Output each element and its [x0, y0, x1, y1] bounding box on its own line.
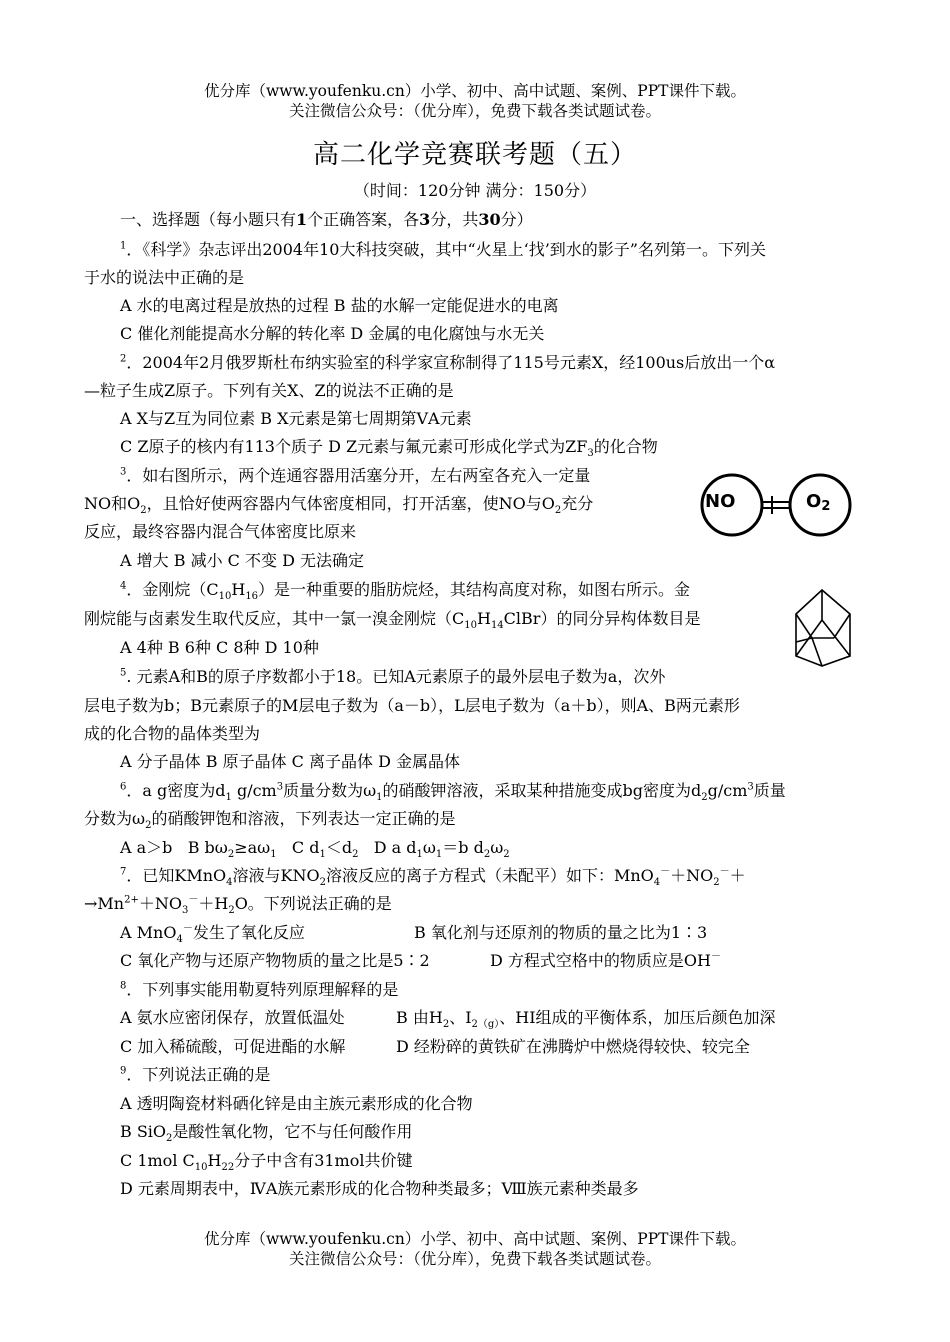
q8-option-d: D 经粉碎的黄铁矿在沸腾炉中燃烧得较快、较完全 — [396, 1037, 750, 1056]
q1-options-ab: A 水的电离过程是放热的过程 B 盐的水解一定能促进水的电离 — [120, 296, 559, 315]
q3-stem-line-2: NO和$O_2$，且恰好使两容器内气体密度相同，打开活塞，使NO与$O_2$充分 — [84, 494, 594, 517]
q6-options: A a＞b B $b\omega_2\ge a\omega_1$ C $d_1<d_2$ D a $d_1\omega_1=b$ $d_2\omega_2$ — [120, 838, 510, 861]
q7-option-a: A MnO$_4$－发生了氧化反应 — [120, 923, 305, 946]
q8-stem: $^8$．下列事实能用勒夏特列原理解释的是 — [120, 980, 399, 999]
q2-stem-line-2: —粒子生成Z原子。下列有关X、Z的说法不正确的是 — [84, 381, 454, 400]
q9-option-c: C 1mol $C_{10}H_{22}$分子中含有31mol共价键 — [120, 1151, 413, 1174]
q9-option-b: B SiO$_2$是酸性氧化物，它不与任何酸作用 — [120, 1122, 413, 1145]
q7-stem-line-1: $^7$．已知KMnO$_4$溶液与$KNO_2$溶液反应的离子方程式（未配平）如下：$MnO_4^-+NO_2^-+$ — [120, 866, 746, 889]
section-heading: 一、选择题（每小题只有1个正确答案，各3分，共30分） — [120, 210, 533, 229]
q3-stem-line-1: $^3$．如右图所示，两个连通容器用活塞分开，左右两室各充入一定量 — [120, 466, 591, 485]
q8-option-c: C 加入稀硫酸，可促进酯的水解 — [120, 1037, 346, 1056]
q7-option-b: B 氧化剂与还原剂的物质的量之比为1∶3 — [414, 923, 708, 942]
footer-line-2: 关注微信公众号：（优分库），免费下载各类试题试卷。 — [288, 1250, 661, 1268]
q5-stem-line-3: 成的化合物的晶体类型为 — [84, 724, 261, 743]
q1-stem-line-2: 于水的说法中正确的是 — [84, 268, 245, 287]
q6-stem-line-2: 分数为$\omega_2$的硝酸钾饱和溶液，下列表达一定正确的是 — [84, 809, 456, 832]
q1-stem-line-1: $^1$．《科学》杂志评出2004年10大科技突破，其中“火星上‘找’到水的影子”名列第一。下列关 — [120, 240, 766, 259]
adamantane-figure — [790, 586, 860, 668]
q2-options-cd: C Z原子的核内有113个质子 D Z元素与氟元素可形成化学式为$ZF_3$的化合物 — [120, 437, 658, 460]
q3-fig-label-no: NO — [705, 491, 736, 512]
q8-option-b: B 由$H_2$、$I_{2(g)}$、HI组成的平衡体系，加压后颜色加深 — [396, 1008, 776, 1031]
footer-line-1: 优分库（www.youfenku.cn）小学、初中、高中试题、案例、PPT课件下载。 — [203, 1230, 747, 1248]
q3-options: A 增大 B 减小 C 不变 D 无法确定 — [120, 551, 364, 570]
q4-options: A 4种 B 6种 C 8种 D 10种 — [120, 638, 319, 657]
q2-options-ab: A X与Z互为同位素 B X元素是第七周期第ⅤA元素 — [120, 409, 472, 428]
header-line-1: 优分库（www.youfenku.cn）小学、初中、高中试题、案例、PPT课件下载。 — [203, 82, 747, 100]
q9-stem: $^9$．下列说法正确的是 — [120, 1065, 271, 1084]
q9-option-d: D 元素周期表中，ⅣA族元素形成的化合物种类最多；Ⅷ族元素种类最多 — [120, 1179, 639, 1198]
q8-option-a: A 氨水应密闭保存，放置低温处 — [120, 1008, 345, 1027]
q3-fig-label-o2: O2 — [806, 491, 831, 514]
q6-stem-line-1: $^6$．a g密度为$d_1$ $g/cm^3$质量分数为$\omega_1$的硝酸钾溶液，采取某种措施变成bg密度为$d_2g/cm^3$质量 — [120, 781, 786, 804]
q9-option-a: A 透明陶瓷材料硒化锌是由主族元素形成的化合物 — [120, 1094, 473, 1113]
header-line-2: 关注微信公众号：（优分库），免费下载各类试题试卷。 — [288, 102, 661, 120]
page-subtitle: （时间：120分钟 满分：150分） — [353, 181, 597, 200]
q7-option-d: D 方程式空格中的物质应是OH－ — [490, 951, 721, 970]
q4-stem-line-2: 刚烷能与卤素发生取代反应，其中一氯一溴金刚烷$(C_{10}H_{14}ClBr)$的同分异构体数目是 — [84, 609, 701, 632]
q5-options: A 分子晶体 B 原子晶体 C 离子晶体 D 金属晶体 — [120, 752, 460, 771]
q7-option-c: C 氧化产物与还原产物物质的量之比是5∶2 — [120, 951, 430, 970]
q7-stem-line-2: $\to Mn^{2+}+NO_3^-+H_2O$。下列说法正确的是 — [84, 894, 392, 917]
q3-container-figure — [692, 472, 852, 538]
q3-stem-line-3: 反应，最终容器内混合气体密度比原来 — [84, 522, 357, 541]
q5-stem-line-2: 层电子数为b；B元素原子的M层电子数为（a－b），L层电子数为（a＋b），则A、B两元素形 — [84, 696, 740, 715]
q4-stem-line-1: $^4$．金刚烷$(C_{10}H_{16})$是一种重要的脂肪烷烃，其结构高度对称，如图右所示。金 — [120, 580, 691, 603]
q5-stem-line-1: $^5$. 元素A和B的原子序数都小于18。已知A元素原子的最外层电子数为a，次外 — [120, 667, 666, 686]
q1-options-cd: C 催化剂能提高水分解的转化率 D 金属的电化腐蚀与水无关 — [120, 324, 545, 343]
q2-stem-line-1: $^2$．2004年2月俄罗斯杜布纳实验室的科学家宣称制得了115号元素X，经100us后放出一个α — [120, 353, 776, 372]
page-title: 高二化学竞赛联考题（五） — [312, 140, 637, 170]
